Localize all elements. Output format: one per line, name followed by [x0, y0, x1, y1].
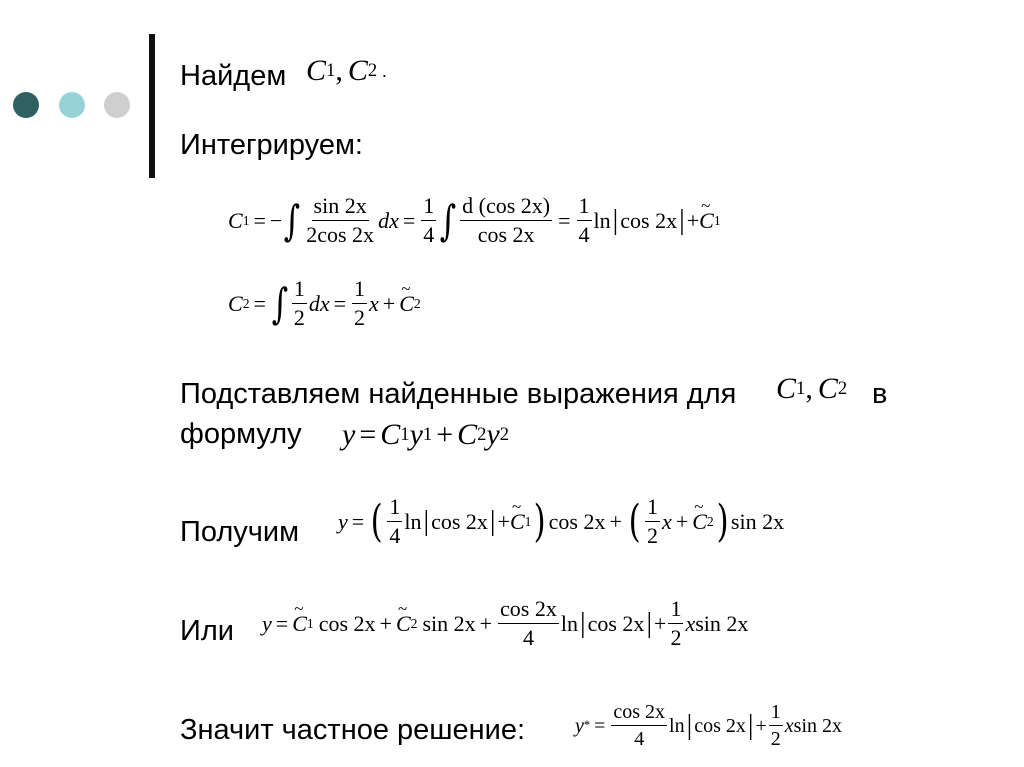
formula-c2: C 2 = ∫ $\frac{1}{2}$ dx = $\frac{1}{2}$ x + ~ C 2 — [228, 278, 421, 329]
substitute-constants: C 1 , C 2 — [776, 372, 848, 405]
integrate-label: Интегрируем: — [180, 129, 363, 161]
find-constants: C 1 , C 2 . — [306, 54, 387, 87]
substitute-in: в — [872, 378, 888, 410]
decor-vertical-bar — [149, 34, 155, 178]
decor-dot-teal — [59, 92, 85, 118]
find-label: Найдем — [180, 60, 287, 92]
get-label: Получим — [180, 516, 300, 548]
formula-c1: C 1 = − ∫ $\frac{\sin 2x}{2\cos 2x}$ dx = $\frac{1}{4}$ ∫ $\frac{d (\cos 2x)}{\cos 2x}$ = $\frac{1}{4}$ ln | cos 2x | + ~ C 1 — [228, 195, 721, 246]
formula-label: формулу — [180, 418, 302, 450]
substitute-text: Подставляем найденные выражения для — [180, 378, 737, 410]
general-formula: y = C 1 y 1 + C 2 y 2 — [342, 418, 510, 451]
or-label: Или — [180, 615, 234, 647]
formula-get: y = ( $\frac{1}{4}$ ln | cos 2x | + ~ C 1 ) cos 2x + ( $\frac{1}{2}$ x + ~ C 2 ) sin 2x — [338, 496, 784, 547]
decor-dot-grey — [104, 92, 130, 118]
decor-dot-dark — [13, 92, 39, 118]
formula-or: y = ~ C 1 cos 2x + ~ C 2 sin 2x + $\frac{\cos 2x}{4}$ ln | cos 2x | + $\frac{1}{2}$ x sin 2x — [262, 598, 748, 649]
formula-particular: y * = $\frac{\cos 2x}{4}$ ln | cos 2x | + $\frac{1}{2}$ x sin 2x — [575, 701, 843, 750]
particular-label: Значит частное решение: — [180, 714, 526, 746]
